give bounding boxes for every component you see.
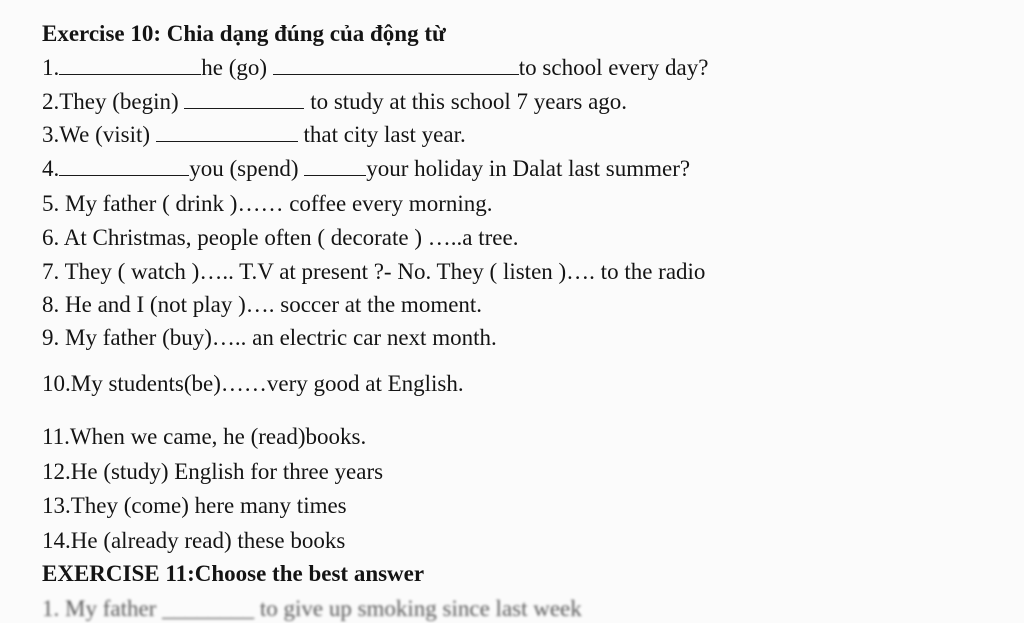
exercise-item-12: 12.He (study) English for three years — [42, 459, 384, 484]
exercise-10-title: Exercise 10: Chia dạng đúng của động từ — [42, 21, 446, 46]
item-text: he (go) — [201, 55, 268, 80]
exercise-item-8: 8. He and I (not play )…. soccer at the moment. — [42, 292, 483, 317]
item-text: that city last year. — [303, 122, 466, 147]
item-number: 1. — [42, 55, 60, 80]
answer-blank — [59, 56, 201, 75]
exercise-item-7: 7. They ( watch )….. T.V at present ?- No. They ( listen )…. to the radio — [42, 259, 706, 284]
item-text: 3.We (visit) — [42, 122, 151, 147]
answer-blank — [273, 56, 519, 75]
answer-blank — [156, 123, 298, 142]
exercise-item-9: 9. My father (buy)….. an electric car next month. — [42, 325, 497, 350]
exercise-item-11: 11.When we came, he (read)books. — [42, 424, 367, 449]
item-text: you (spend) — [189, 156, 299, 181]
exercise-item-1 — [42, 54, 708, 82]
exercise-item-2 — [42, 88, 627, 116]
item-number: 4. — [42, 156, 60, 181]
item-text: your holiday in Dalat last summer? — [366, 156, 691, 181]
cropped-line-region — [0, 590, 1024, 621]
exercise-item-6: 6. At Christmas, people often ( decorate ) …..a tree. — [42, 225, 519, 250]
exercise-item-13: 13.They (come) here many times — [42, 493, 347, 518]
exercise-item-10: 10.My students(be)……very good at English. — [42, 371, 464, 396]
exercise-11-item-1: 1. My father ________ to give up smoking since last week — [42, 596, 582, 621]
exercise-item-4 — [42, 155, 690, 183]
item-text: 2.They (begin) — [42, 89, 179, 114]
answer-blank — [59, 157, 189, 176]
answer-blank — [304, 157, 366, 176]
answer-blank — [184, 90, 304, 109]
exercise-item-3 — [42, 121, 466, 149]
item-text: to study at this school 7 years ago. — [310, 89, 628, 114]
exercise-11-title: EXERCISE 11:Choose the best answer — [42, 561, 425, 586]
item-text: to school every day? — [518, 55, 709, 80]
exercise-item-5: 5. My father ( drink )…… coffee every morning. — [42, 191, 493, 216]
exercise-item-14: 14.He (already read) these books — [42, 528, 346, 553]
